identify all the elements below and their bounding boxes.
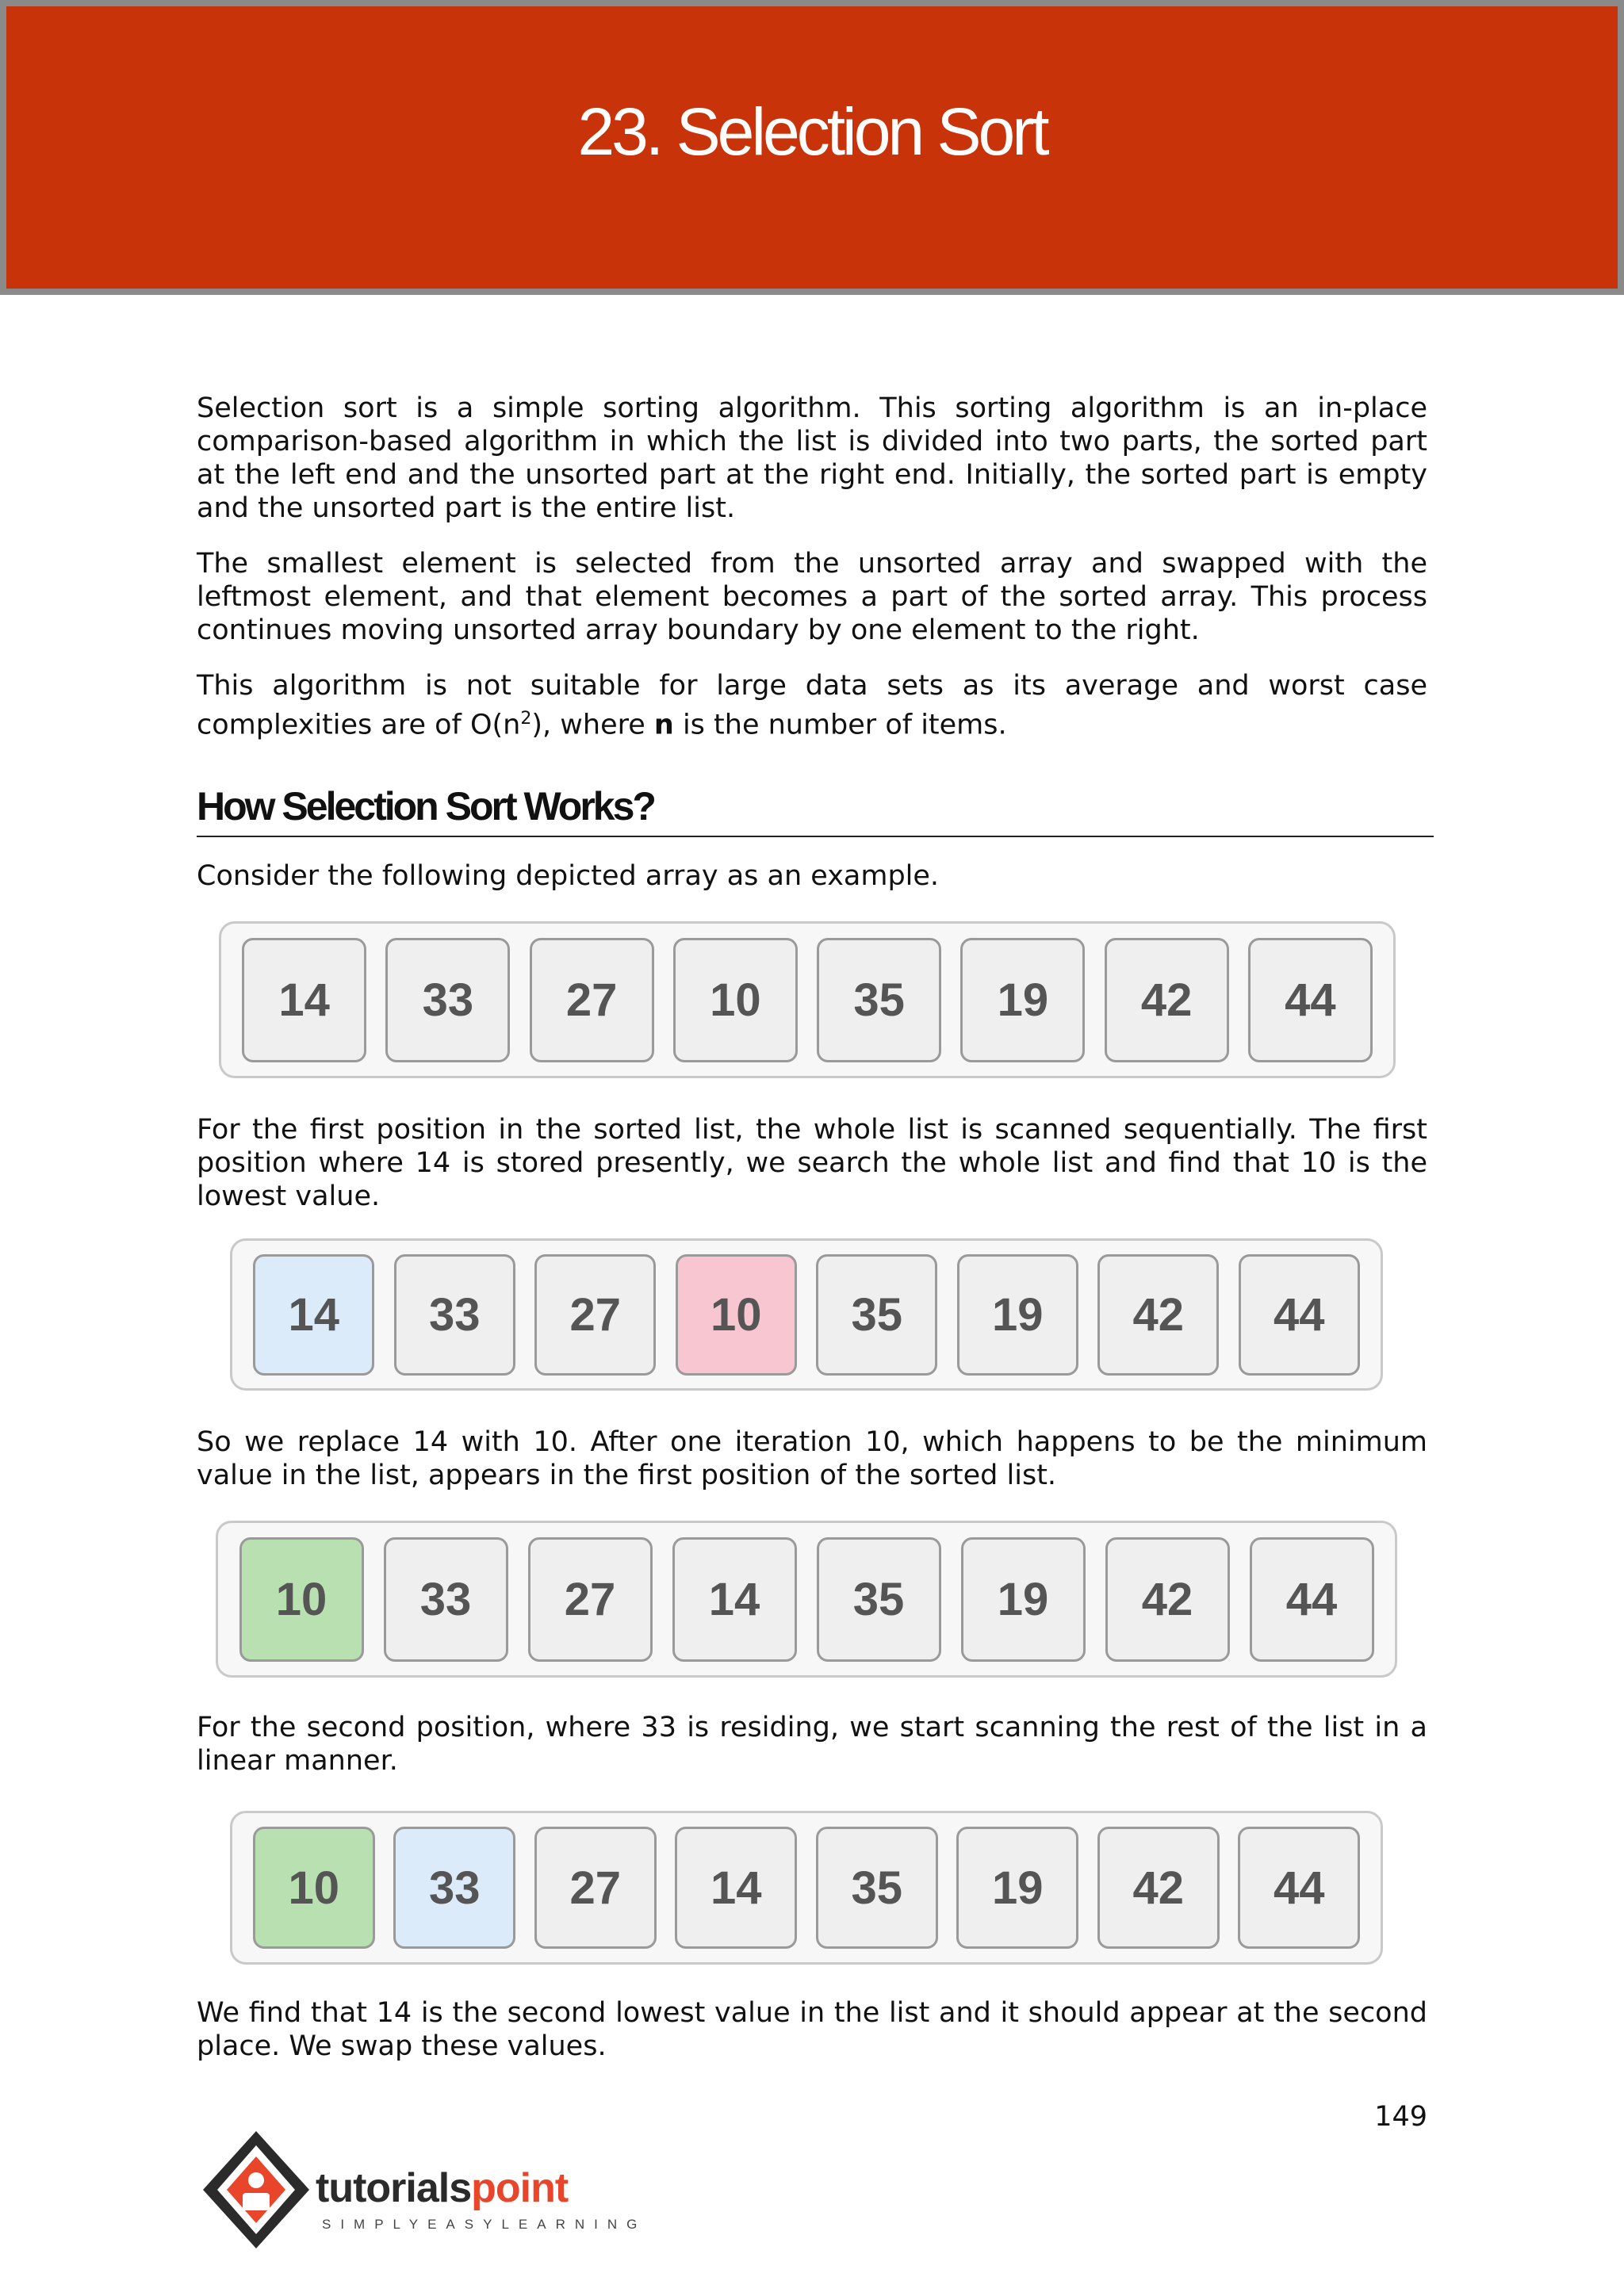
array-cell: 42 bbox=[1097, 1827, 1220, 1949]
array-diagram-4 bbox=[230, 1811, 1383, 1965]
array-cell: 10 bbox=[676, 1254, 797, 1376]
logo-wordmark: tutorialspoint bbox=[316, 2165, 569, 2211]
array-cell: 44 bbox=[1250, 1537, 1374, 1662]
second-position-paragraph: For the second position, where 33 is residing, we start scanning the rest of the list in a linear manner. bbox=[197, 1712, 1427, 1777]
array-cell: 35 bbox=[816, 1827, 938, 1949]
array-cell: 10 bbox=[239, 1537, 364, 1662]
array-diagram-2 bbox=[230, 1238, 1383, 1391]
array-cell: 33 bbox=[385, 938, 510, 1062]
array-diagram-3 bbox=[216, 1521, 1397, 1678]
chapter-title: 23. Selection Sort bbox=[577, 94, 1047, 169]
section-heading: How Selection Sort Works? bbox=[197, 783, 1434, 837]
intro-paragraph-1: Selection sort is a simple sorting algorithm. This sorting algorithm is an in-place comparison-based algorithm in which the list is divided into two parts, the sorted part at the left end and the unsorted part at the right end. Initially, the sorted part is empty and the unsorted part is the entire list. bbox=[197, 392, 1427, 524]
logo-emblem-icon bbox=[197, 2125, 316, 2260]
array-cell: 14 bbox=[242, 938, 366, 1062]
array-cell: 10 bbox=[253, 1827, 375, 1949]
replace-paragraph: So we replace 14 with 10. After one iteration 10, which happens to be the minimum value in the list, appears in the first position of the sorted list. bbox=[197, 1426, 1427, 1491]
chapter-banner bbox=[0, 0, 1624, 295]
array-cell: 33 bbox=[384, 1537, 508, 1662]
page-number: 149 bbox=[1374, 2101, 1427, 2133]
array-cell: 42 bbox=[1105, 938, 1229, 1062]
consider-paragraph: Consider the following depicted array as an example. bbox=[197, 860, 940, 892]
intro-paragraph-3: This algorithm is not suitable for large data sets as its average and worst case complexities are of $O(n^2)$, where n is the number of items. bbox=[197, 670, 1427, 741]
array-cell: 27 bbox=[534, 1254, 656, 1376]
array-cell: 35 bbox=[817, 938, 941, 1062]
array-cell: 14 bbox=[253, 1254, 374, 1376]
array-diagram-1 bbox=[219, 921, 1396, 1078]
array-cell: 19 bbox=[957, 1254, 1078, 1376]
array-cell: 42 bbox=[1097, 1254, 1219, 1376]
array-cell: 14 bbox=[675, 1827, 797, 1949]
array-cell: 27 bbox=[530, 938, 654, 1062]
array-cell: 42 bbox=[1105, 1537, 1230, 1662]
logo-tagline: SIMPLYEASYLEARNING bbox=[322, 2217, 647, 2232]
array-cell: 27 bbox=[534, 1827, 657, 1949]
array-cell: 35 bbox=[817, 1537, 941, 1662]
array-cell: 19 bbox=[960, 938, 1085, 1062]
first-position-paragraph: For the first position in the sorted list, the whole list is scanned sequentially. The first position where 14 is stored presently, we search the whole list and find that 10 is the lowest value. bbox=[197, 1114, 1427, 1212]
array-cell: 19 bbox=[961, 1537, 1086, 1662]
array-cell: 44 bbox=[1248, 938, 1373, 1062]
array-cell: 14 bbox=[672, 1537, 797, 1662]
tutorialspoint-logo bbox=[197, 2125, 647, 2260]
array-cell: 44 bbox=[1238, 1827, 1360, 1949]
array-cell: 10 bbox=[673, 938, 798, 1062]
array-cell: 35 bbox=[816, 1254, 937, 1376]
intro-paragraph-2: The smallest element is selected from the unsorted array and swapped with the leftmost element, and that element becomes a part of the sorted array. This process continues moving unsorted array boundary by one element to the right. bbox=[197, 548, 1427, 646]
array-cell: 44 bbox=[1239, 1254, 1360, 1376]
array-cell: 27 bbox=[528, 1537, 653, 1662]
array-cell: 19 bbox=[956, 1827, 1078, 1949]
array-cell: 33 bbox=[394, 1254, 515, 1376]
find-swap-paragraph: We find that 14 is the second lowest value in the list and it should appear at the second place. We swap these values. bbox=[197, 1997, 1427, 2062]
array-cell: 33 bbox=[393, 1827, 515, 1949]
